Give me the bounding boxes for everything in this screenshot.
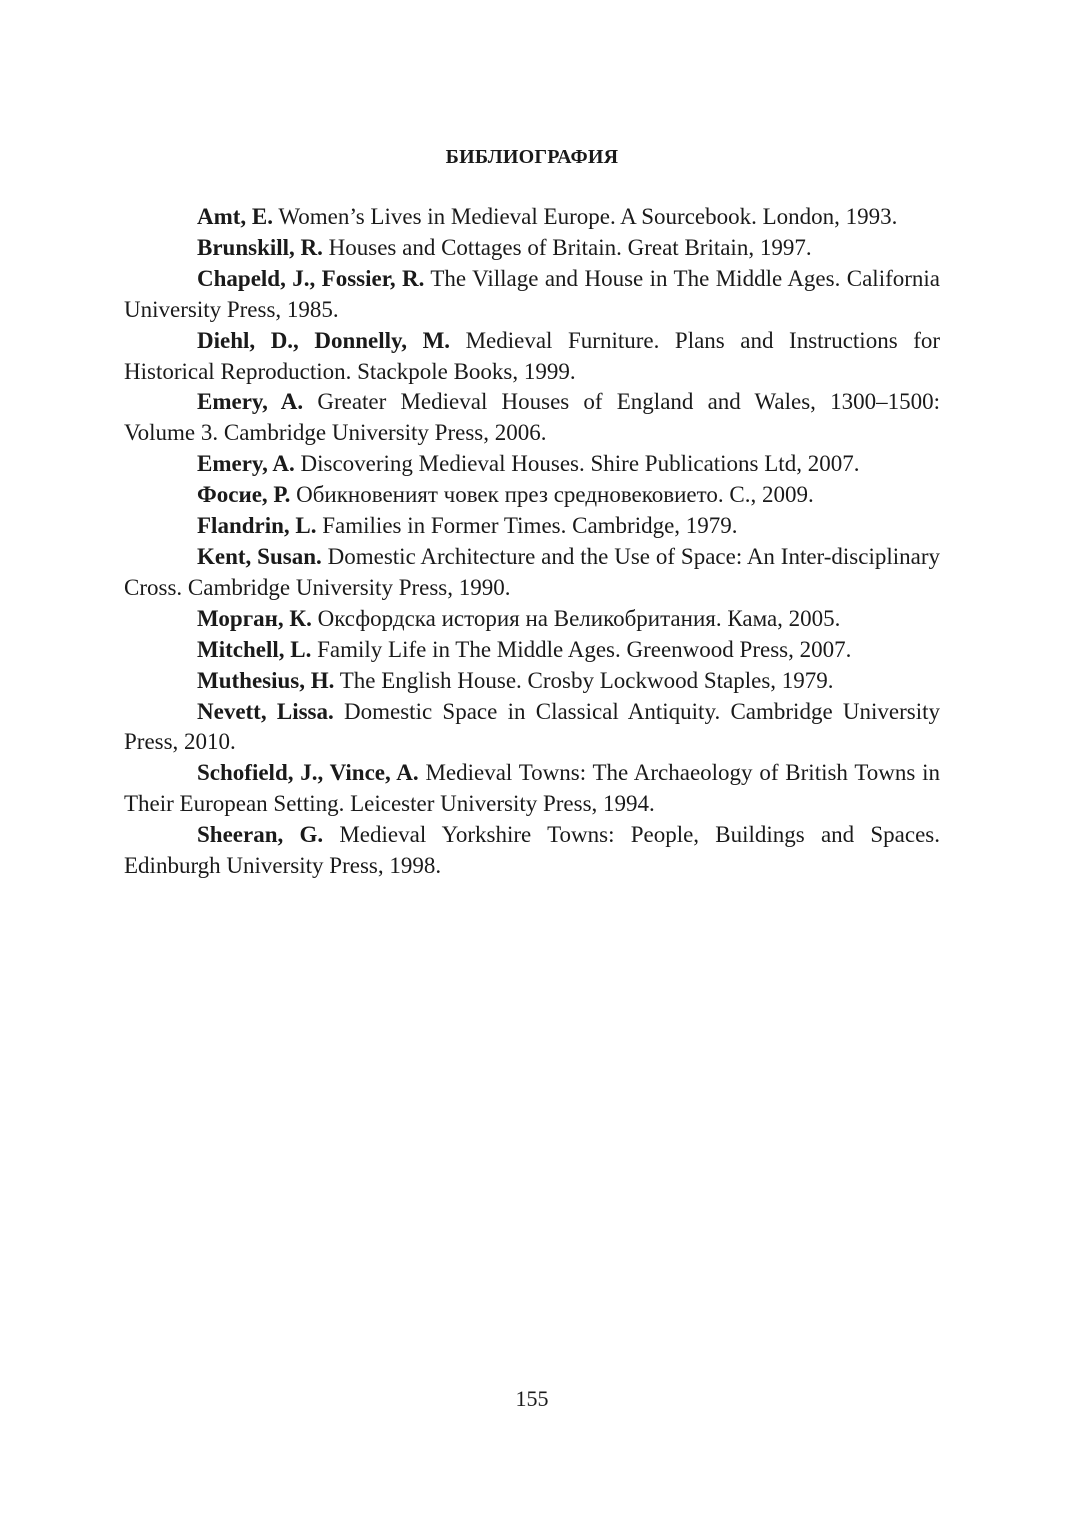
bibliography-entry	[124, 542, 940, 604]
entry-author: Sheeran, G.	[197, 822, 324, 848]
entry-text: Domestic Architecture and the Use of Space: An Inter-disciplinary Cross. Cambridge University Press, 1990.	[124, 543, 940, 600]
entry-author: Amt, E.	[197, 204, 274, 229]
entry-text: Discovering Medieval Houses. Shire Publications Ltd, 2007.	[300, 451, 860, 477]
entry-text: The Village and House in The Middle Ages. California University Press, 1985.	[124, 265, 940, 322]
bibliography-entry	[124, 697, 940, 759]
entry-text: Women’s Lives in Medieval Europe. A Sourcebook. London, 1993.	[278, 204, 898, 229]
entry-author: Mitchell, L.	[197, 636, 312, 662]
bibliography-entry	[124, 758, 940, 820]
entry-author: Nevett, Lissa.	[197, 698, 334, 724]
entry-author: Emery, A.	[197, 451, 295, 477]
entry-author: Kent, Susan.	[197, 543, 322, 569]
bibliography-entry	[124, 233, 940, 264]
entry-text: Medieval Towns: The Archaeology of British Towns in Their European Setting. Leicester University Press, 1994.	[124, 760, 941, 817]
page-title: БИБЛИОГРАФИЯ	[445, 146, 619, 168]
bibliography-entry	[124, 387, 940, 449]
bibliography-entry	[124, 820, 940, 882]
entry-text: Domestic Space in Classical Antiquity. Cambridge University Press, 2010.	[124, 698, 941, 755]
entry-author: Diehl, D., Donnelly, M.	[197, 327, 451, 353]
entry-author: Schofield, J., Vince, A.	[197, 760, 419, 786]
entry-author: Морган, К.	[197, 605, 312, 631]
entry-text: Medieval Yorkshire Towns: People, Buildings and Spaces. Edinburgh University Press, 1998.	[124, 822, 941, 879]
entry-text: Houses and Cottages of Britain. Great Britain, 1997.	[328, 234, 812, 260]
bibliography-entry	[124, 635, 940, 666]
bibliography-list	[124, 202, 940, 882]
entry-text: Families in Former Times. Cambridge, 1979.	[322, 513, 738, 539]
entry-author: Muthesius, H.	[197, 667, 335, 693]
entry-author: Chapeld, J., Fossier, R.	[197, 265, 425, 291]
bibliography-entry	[124, 666, 940, 697]
bibliography-entry	[124, 604, 940, 635]
entry-author: Фосие, Р.	[197, 482, 291, 508]
entry-text: The English House. Crosby Lockwood Staples, 1979.	[339, 667, 834, 693]
entry-text: Оксфордска история на Великобритания. Кама, 2005.	[317, 605, 841, 631]
entry-text: Family Life in The Middle Ages. Greenwood Press, 2007.	[317, 636, 852, 662]
bibliography-entry	[124, 449, 940, 480]
entry-text: Medieval Furniture. Plans and Instructions for Historical Reproduction. Stackpole Books, 1999.	[124, 327, 941, 384]
bibliography-entry	[124, 511, 940, 542]
entry-text: Greater Medieval Houses of England and Wales, 1300–1500: Volume 3. Cambridge University Press, 2006.	[124, 389, 940, 446]
entry-author: Brunskill, R.	[197, 234, 323, 260]
entry-author: Emery, A.	[197, 389, 304, 415]
entry-text: Обикновеният човек през средновековието. С., 2009.	[296, 482, 814, 508]
page-number: 155	[515, 1386, 549, 1411]
bibliography-entry	[124, 326, 940, 388]
bibliography-entry	[124, 264, 940, 326]
entry-author: Flandrin, L.	[197, 513, 317, 539]
bibliography-entry	[124, 202, 940, 233]
bibliography-entry	[124, 480, 940, 511]
